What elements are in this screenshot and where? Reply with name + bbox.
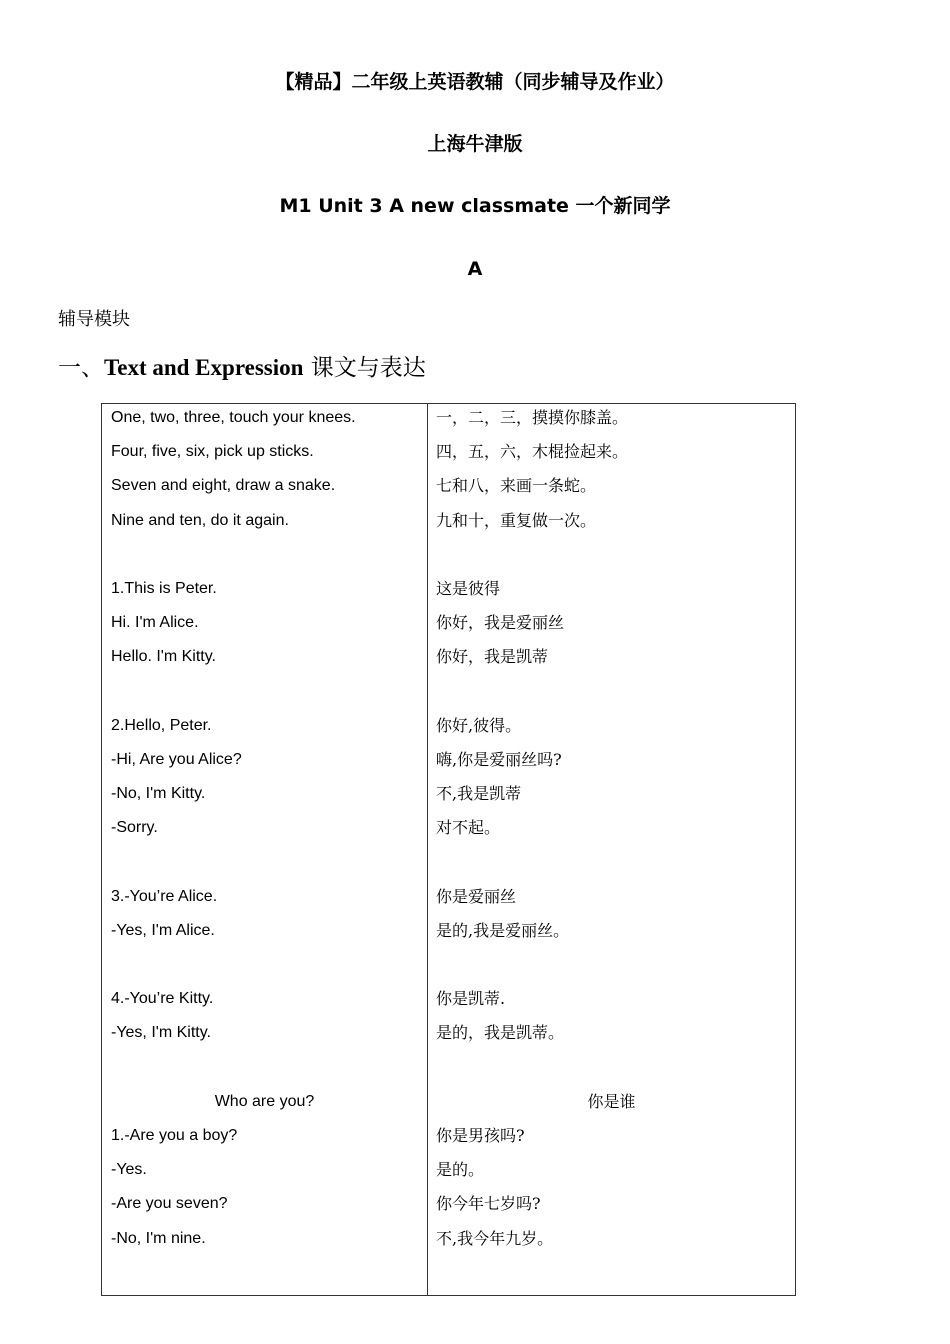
chinese-line: 嗨,你是爱丽丝吗? [436,749,562,769]
section-title-en: Text and Expression [104,355,304,380]
english-line: -No, I'm nine. [111,1229,206,1247]
english-line: 2.Hello, Peter. [111,716,212,734]
english-line [102,951,427,985]
english-line: 1.-Are you a boy? [111,1126,238,1144]
section-heading [58,349,426,382]
chinese-column [428,404,796,1296]
chinese-line [428,951,795,985]
english-line: -Sorry. [111,819,158,837]
english-line: 3.-You’re Alice. [111,887,218,905]
english-line: -Yes. [111,1161,147,1179]
chinese-line: 你好,彼得。 [436,715,522,735]
english-line: Four, five, six, pick up sticks. [111,443,314,461]
english-line: Who are you? [214,1092,315,1110]
module-label: 辅导模块 [58,309,130,330]
chinese-line: 你是凯蒂. [436,989,506,1009]
chinese-line [428,848,795,882]
chinese-line: 是的,我是爱丽丝。 [436,920,570,940]
english-line: Nine and ten, do it again. [111,511,289,529]
english-column [102,404,428,1296]
chinese-line: 四，五，六，木棍捡起来。 [436,442,629,462]
chinese-line: 是的，我是凯蒂。 [436,1023,565,1043]
text-expression-table [101,403,796,1296]
chinese-line [428,1054,795,1088]
english-line: -Are you seven? [111,1195,228,1213]
chinese-line: 你好，我是爱丽丝 [436,613,565,633]
section-number: 一、 [58,355,104,381]
english-line [102,541,427,575]
chinese-line [428,678,795,712]
english-line: One, two, three, touch your knees. [111,409,356,426]
chinese-line: 九和十，重复做一次。 [436,510,597,530]
chinese-line: 你是男孩吗? [436,1125,525,1145]
english-line: 4.-You’re Kitty. [111,990,214,1008]
english-line [102,678,427,712]
english-line [102,1054,427,1088]
chinese-line: 不,我今年九岁。 [436,1228,554,1248]
english-line: Seven and eight, draw a snake. [111,477,336,495]
english-line: -No, I'm Kitty. [111,785,206,803]
chinese-line [428,541,795,575]
section-title-cn: 课文与表达 [310,355,426,381]
part-label: A [467,258,483,280]
chinese-line: 你好，我是凯蒂 [436,647,549,667]
english-line: -Hi, Are you Alice? [111,750,242,768]
english-line: 1.This is Peter. [111,579,217,597]
english-line: Hello. I'm Kitty. [111,648,216,666]
edition-label: 上海牛津版 [427,133,523,155]
chinese-line: 是的。 [436,1160,485,1180]
english-line [102,848,427,882]
english-line: -Yes, I'm Alice. [111,921,215,939]
english-line: Hi. I'm Alice. [111,614,199,632]
unit-title: M1 Unit 3 A new classmate 一个新同学 [279,195,671,217]
chinese-line: 七和八，来画一条蛇。 [436,476,597,496]
chinese-line: 这是彼得 [436,578,501,598]
chinese-line: 对不起。 [436,818,501,838]
chinese-line: 你是爱丽丝 [436,886,517,906]
document-title: 【精品】二年级上英语教辅（同步辅导及作业） [275,71,675,93]
chinese-line: 你今年七岁吗? [436,1194,541,1214]
chinese-line: 一，二，三，摸摸你膝盖。 [436,408,629,427]
chinese-line: 不,我是凯蒂 [436,784,522,804]
chinese-line: 你是谁 [587,1091,636,1111]
english-line: -Yes, I'm Kitty. [111,1024,211,1042]
